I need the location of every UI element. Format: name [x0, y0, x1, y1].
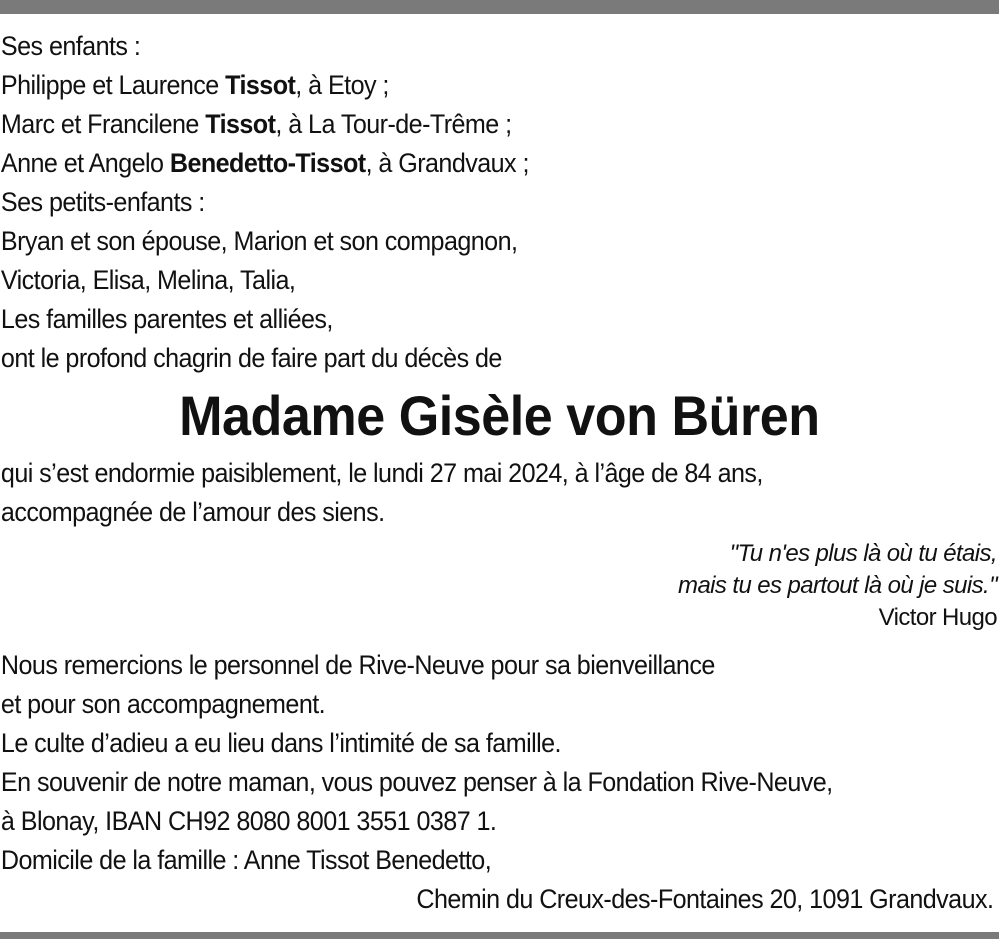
family-address: Chemin du Creux-des-Fontaines 20, 1091 Grandvaux. — [416, 884, 994, 914]
obituary-notice — [0, 27, 999, 919]
child-names: Philippe et Laurence — [0, 70, 226, 100]
quote-line: "Tu n'es plus là où tu étais, — [729, 540, 997, 567]
top-border — [0, 0, 999, 14]
deceased-name — [0, 380, 999, 452]
quote-author: Victor Hugo — [878, 604, 997, 631]
child-entry — [0, 66, 929, 105]
child-entry — [0, 144, 929, 183]
closing-line: Le culte d’adieu a eu lieu dans l’intimité de sa famille. — [0, 728, 561, 758]
child-surname: Benedetto-Tissot — [169, 148, 366, 178]
closing-line: En souvenir de notre maman, vous pouvez penser à la Fondation Rive-Neuve, — [0, 767, 833, 797]
closing-line: à Blonay, IBAN CH92 8080 8001 3551 0387 1. — [0, 806, 497, 836]
child-names: Anne et Angelo — [0, 148, 170, 178]
child-location: , à Grandvaux ; — [365, 148, 529, 178]
child-entry — [0, 105, 929, 144]
child-names: Marc et Francilene — [0, 109, 206, 139]
bottom-border — [0, 932, 999, 939]
child-location: , à Etoy ; — [295, 70, 389, 100]
deceased-name-text: Madame Gisèle von Büren — [179, 384, 820, 447]
child-surname: Tissot — [205, 109, 276, 139]
relatives-line: Les familles parentes et alliées, — [0, 304, 333, 334]
quote-line: mais tu es partout là où je suis." — [678, 572, 997, 599]
child-location: , à La Tour-de-Trême ; — [275, 109, 512, 139]
child-surname: Tissot — [225, 70, 296, 100]
closing-line: Nous remercions le personnel de Rive-Neuve pour sa bienveillance — [0, 650, 715, 680]
grandchildren-line: Bryan et son épouse, Marion et son compagnon, — [0, 226, 518, 256]
closing-line: Domicile de la famille : Anne Tissot Benedetto, — [0, 845, 492, 875]
announcement-line: ont le profond chagrin de faire part du décès de — [0, 343, 502, 373]
children-heading: Ses enfants : — [0, 31, 141, 61]
passing-line: qui s’est endormie paisiblement, le lundi 27 mai 2024, à l’âge de 84 ans, — [0, 458, 763, 488]
passing-line: accompagnée de l’amour des siens. — [0, 497, 385, 527]
quote-block — [0, 538, 999, 634]
grandchildren-heading: Ses petits-enfants : — [0, 187, 205, 217]
grandchildren-line: Victoria, Elisa, Melina, Talia, — [0, 265, 296, 295]
closing-line: et pour son accompagnement. — [0, 689, 326, 719]
